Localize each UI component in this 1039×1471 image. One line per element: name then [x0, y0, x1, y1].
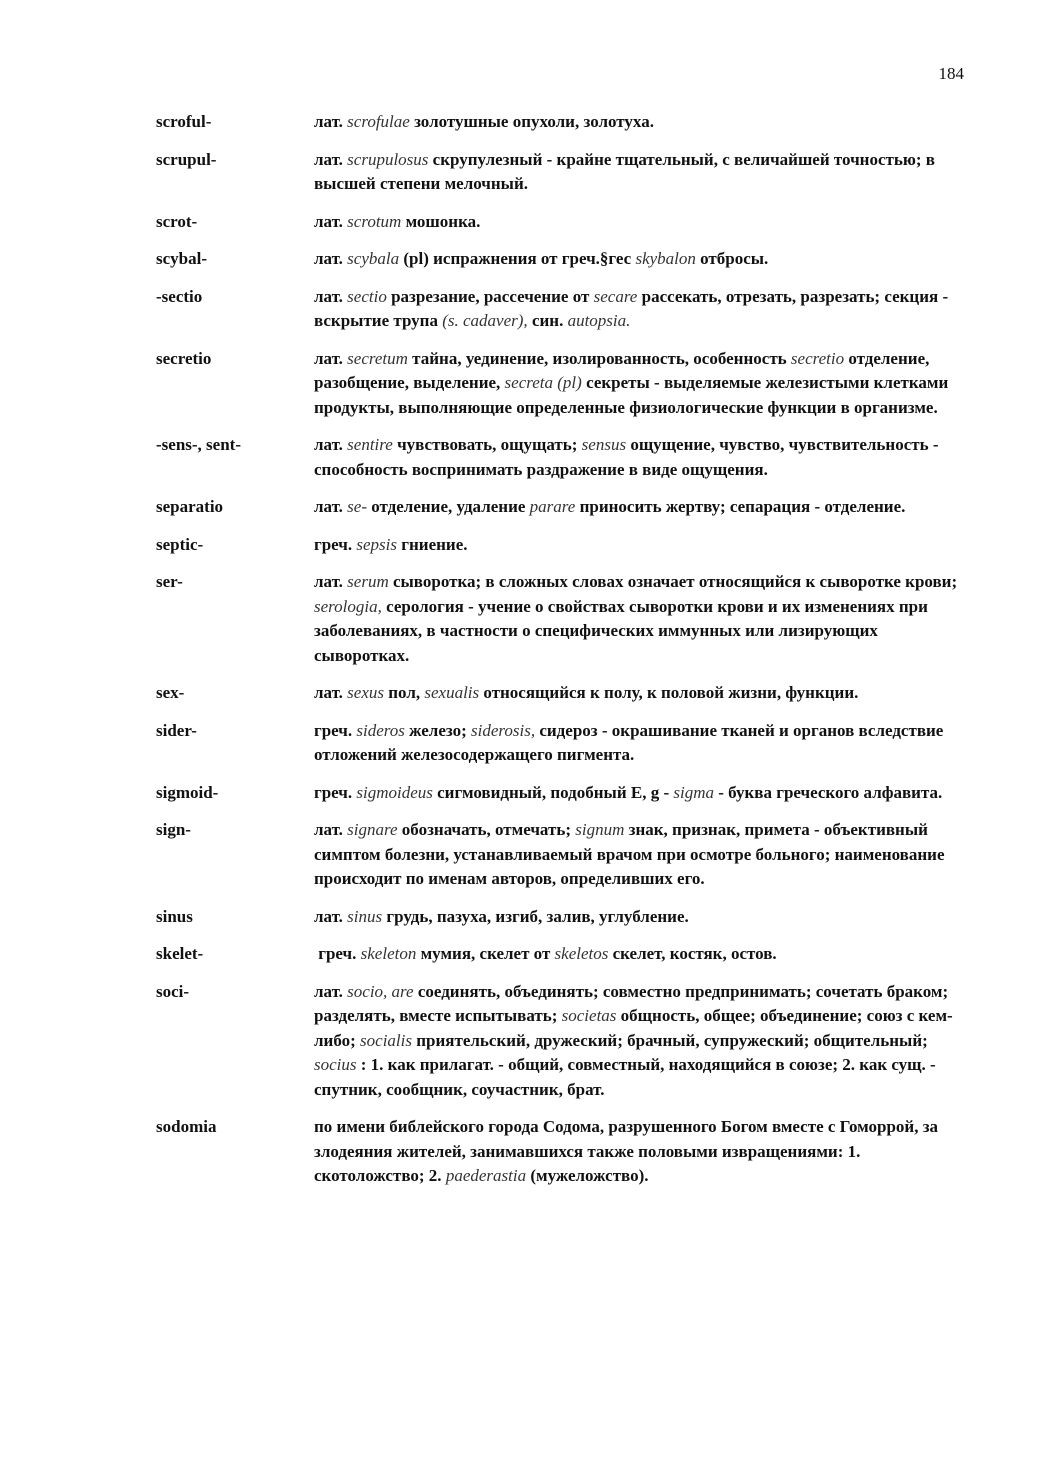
- definition-text: общность, общее; объединение; союз с кем-либо;: [314, 1006, 953, 1050]
- definition-text: лат.: [314, 249, 348, 268]
- definition-term-italic: socius: [314, 1055, 357, 1074]
- entry-definition: [314, 210, 962, 235]
- definition-text: лат.: [314, 572, 348, 591]
- definition-text: золотушные опухоли, золотуха.: [409, 112, 654, 131]
- definition-text: син.: [527, 311, 568, 330]
- definition-term-italic: scrupulosus: [347, 149, 429, 169]
- definition-term-italic: sigma: [673, 782, 714, 802]
- definition-term-italic: sexus: [347, 683, 384, 702]
- dictionary-entry: [156, 781, 966, 806]
- entry-definition: [314, 285, 962, 334]
- definition-text: лат.: [314, 211, 348, 231]
- definition-term-italic: skeletos: [554, 944, 609, 963]
- entry-definition: [314, 495, 962, 520]
- definition-term-italic: skeleton: [360, 944, 417, 963]
- definition-term-italic: scybala: [347, 249, 400, 268]
- entry-term: sex-: [156, 683, 185, 702]
- dictionary-entry: [156, 905, 966, 930]
- definition-text: серология - учение о свойствах сыворотки крови и их изменениях при заболеваниях, в частности о специфических иммунных или лизирующих сыворотках.: [314, 596, 933, 665]
- definition-term-italic: autopsia.: [567, 311, 631, 330]
- definition-term-italic: serum: [347, 572, 389, 591]
- definition-text: отбросы.: [695, 249, 769, 268]
- definition-term-italic: scrofulae: [347, 112, 410, 131]
- definition-text: : 1. как прилагат. - общий, совместный, находящийся в союзе; 2. как сущ. - спутник, сообщник, соучастник, брат.: [314, 1055, 940, 1099]
- dictionary-entry: [156, 148, 966, 197]
- entry-definition: [314, 942, 962, 967]
- entry-term: sign-: [156, 820, 191, 839]
- dictionary-entry: [156, 110, 966, 135]
- entry-definition: [314, 148, 962, 197]
- definition-text: лат.: [314, 906, 348, 926]
- dictionary-entry: [156, 285, 966, 334]
- entry-term: skelet-: [156, 944, 204, 963]
- definition-term-italic: sinus: [347, 906, 383, 926]
- entry-term: secretio: [156, 348, 212, 368]
- definition-term-italic: societas: [561, 1006, 617, 1025]
- entry-definition: [314, 719, 962, 768]
- definition-text: разрезание, рассечение от: [386, 286, 594, 306]
- dictionary-entry: [156, 818, 966, 892]
- definition-term-italic: socio, are: [347, 981, 414, 1001]
- entry-term: sider-: [156, 720, 197, 740]
- definition-text: скрупулезный - крайне тщательный, с величайшей точностью; в высшей степени мелочный.: [314, 149, 940, 193]
- definition-text: (мужеложство).: [526, 1166, 649, 1185]
- dictionary-entry: [156, 719, 966, 768]
- entry-term: sinus: [156, 906, 193, 926]
- entry-definition: [314, 533, 962, 558]
- entry-term: scybal-: [156, 249, 207, 268]
- dictionary-entry: [156, 495, 966, 520]
- definition-text: греч.: [314, 782, 357, 802]
- dictionary-entry: [156, 533, 966, 558]
- definition-term-italic: sepsis: [356, 534, 398, 554]
- definition-text: скелет, костяк, остов.: [608, 944, 777, 963]
- definition-term-italic: signare: [347, 820, 398, 839]
- dictionary-entry: [156, 433, 966, 482]
- definition-term-italic: sexualis: [424, 683, 480, 702]
- definition-term-italic: skybalon: [635, 249, 696, 268]
- definition-text: сидероз - окрашивание тканей и органов вследствие отложений железосодержащего пигмента.: [314, 720, 948, 764]
- dictionary-entries: [156, 110, 966, 1202]
- entry-definition: [314, 1115, 962, 1189]
- entry-definition: [314, 781, 962, 806]
- definition-text: лат.: [314, 981, 348, 1001]
- definition-text: секреты - выделяемые железистыми клетками продукты, выполняющие определенные физиологические функции в организме.: [314, 373, 953, 417]
- definition-term-italic: sigmoideus: [356, 782, 433, 802]
- definition-text: лат.: [314, 435, 348, 454]
- definition-text: грудь, пазуха, изгиб, залив, углубление.: [382, 906, 689, 926]
- entry-definition: [314, 980, 962, 1103]
- definition-text: отделение, разобщение, выделение,: [314, 348, 934, 392]
- definition-text: по имени библейского города Содома, разрушенного Богом вместе с Гоморрой, за злодеяния жителей, занимавшихся также половыми извращениями: 1. скотоложство; 2.: [314, 1117, 943, 1185]
- entry-definition: [314, 570, 962, 668]
- definition-text: (pl) испражнения от греч.§гес: [399, 249, 636, 268]
- dictionary-entry: [156, 347, 966, 421]
- entry-term: sodomia: [156, 1117, 217, 1136]
- definition-text: греч.: [314, 534, 357, 554]
- dictionary-entry: [156, 1115, 966, 1189]
- definition-term-italic: sideros: [356, 720, 405, 740]
- definition-text: гниение.: [397, 534, 468, 554]
- dictionary-entry: [156, 210, 966, 235]
- definition-text: пол,: [384, 683, 425, 702]
- definition-text: относящийся к полу, к половой жизни, функции.: [479, 683, 859, 702]
- definition-term-italic: secretio: [790, 348, 845, 368]
- definition-term-italic: sentire: [347, 435, 393, 454]
- definition-text: отделение, удаление: [367, 497, 530, 516]
- definition-term-italic: secretum: [347, 348, 408, 368]
- definition-text: сыворотка; в сложных словах означает относящийся к сыворотке крови;: [388, 572, 962, 591]
- dictionary-entry: [156, 247, 966, 272]
- definition-text: - буква греческого алфавита.: [714, 782, 943, 802]
- entry-term: ser-: [156, 572, 183, 591]
- definition-text: лат.: [314, 683, 348, 702]
- definition-text: греч.: [314, 944, 361, 963]
- entry-definition: [314, 905, 962, 930]
- definition-term-italic: paederastia: [445, 1166, 527, 1185]
- definition-text: знак, признак, примета - объективный симптом болезни, устанавливаемый врачом при осмотре больного; наименование происходит по именам авторов, определивших его.: [314, 820, 949, 888]
- dictionary-entry: [156, 980, 966, 1103]
- definition-text: ощущение, чувство, чувствительность - способность воспринимать раздражение в виде ощущения.: [314, 435, 943, 479]
- entry-term: scrupul-: [156, 149, 217, 169]
- definition-text: рассекать, отрезать, разрезать; секция - вскрытие трупа: [314, 286, 953, 330]
- entry-term: sigmoid-: [156, 782, 219, 802]
- entry-definition: [314, 247, 962, 272]
- entry-definition: [314, 818, 962, 892]
- definition-term-italic: parare: [529, 497, 576, 516]
- definition-term-italic: sensus: [581, 435, 627, 454]
- dictionary-entry: [156, 570, 966, 668]
- definition-term-italic: serologia,: [314, 596, 382, 616]
- entry-term: -sens-, sent-: [156, 435, 241, 454]
- dictionary-entry: [156, 681, 966, 706]
- definition-text: обозначать, отмечать;: [397, 820, 576, 839]
- definition-text: греч.: [314, 720, 357, 740]
- definition-text: лат.: [314, 497, 348, 516]
- definition-term-italic: sectio: [347, 286, 387, 306]
- entry-term: septic-: [156, 534, 204, 554]
- definition-text: лат.: [314, 149, 348, 169]
- entry-term: scrot-: [156, 211, 198, 231]
- entry-definition: [314, 433, 962, 482]
- definition-text: мумия, скелет от: [416, 944, 555, 963]
- entry-term: -sectio: [156, 286, 203, 306]
- definition-text: лат.: [314, 112, 348, 131]
- definition-term-italic: scrotum: [347, 211, 402, 231]
- definition-term-italic: signum: [575, 820, 625, 839]
- entry-term: soci-: [156, 981, 190, 1001]
- definition-text: сигмовидный, подобный Е, g -: [432, 782, 674, 802]
- dictionary-entry: [156, 942, 966, 967]
- definition-term-italic: (s. cadaver),: [442, 311, 528, 330]
- entry-term: separatio: [156, 497, 224, 516]
- page-number: 184: [938, 64, 964, 83]
- definition-text: железо;: [404, 720, 472, 740]
- definition-term-italic: secreta (pl): [504, 373, 582, 392]
- definition-term-italic: secare: [593, 286, 638, 306]
- definition-term-italic: siderosis,: [471, 720, 536, 740]
- entry-term: scroful-: [156, 112, 212, 131]
- definition-text: лат.: [314, 820, 348, 839]
- definition-text: тайна, уединение, изолированность, особенность: [407, 348, 791, 368]
- definition-text: соединять, объединять; совместно предпринимать; сочетать браком; разделять, вместе испытывать;: [314, 981, 953, 1025]
- definition-text: приятельский, дружеский; брачный, супружеский; общительный;: [411, 1030, 933, 1050]
- definition-text: чувствовать, ощущать;: [392, 435, 582, 454]
- definition-term-italic: se-: [347, 497, 367, 516]
- entry-definition: [314, 110, 962, 135]
- entry-definition: [314, 347, 962, 421]
- definition-text: лат.: [314, 286, 348, 306]
- definition-text: мошонка.: [401, 211, 481, 231]
- definition-text: приносить жертву; сепарация - отделение.: [575, 497, 906, 516]
- entry-definition: [314, 681, 962, 706]
- definition-term-italic: socialis: [360, 1030, 412, 1050]
- definition-text: лат.: [314, 348, 348, 368]
